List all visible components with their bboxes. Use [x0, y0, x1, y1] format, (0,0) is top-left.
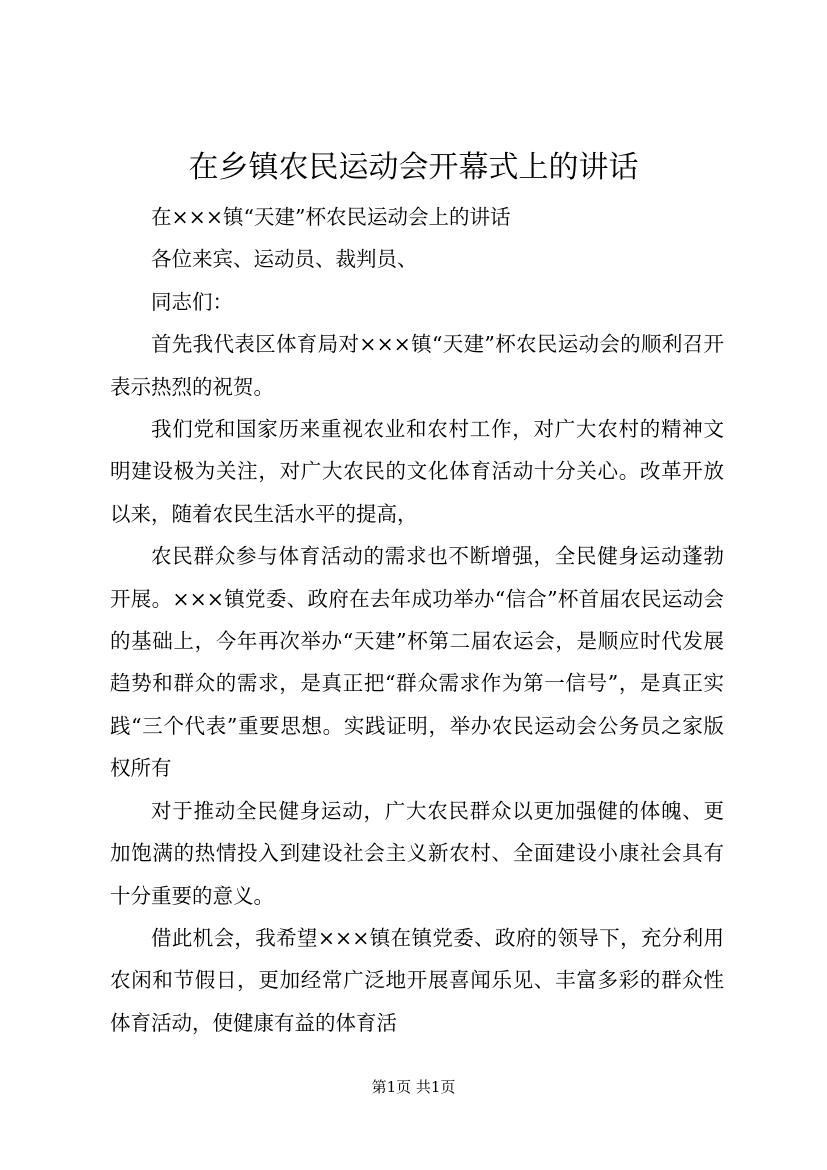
paragraph-hope: 借此机会，我希望×××镇在镇党委、政府的领导下，充分利用农闲和节假日，更加经常广泛地开展喜闻乐见、丰富多彩的群众性体育活动，使健康有益的体育活 — [110, 925, 724, 1035]
paragraph-subtitle: 在×××镇“天建”杯农民运动会上的讲话 — [151, 205, 511, 229]
paragraph-development: 农民群众参与体育活动的需求也不断增强，全民健身运动蓬勃开展。×××镇党委、政府在去年成功举办“信合”杯首届农民运动会的基础上，今年再次举办“天建”杯第二届农运会，是顺应时代发展趋势和群众的需求，是真正把“群众需求作为第一信号”，是真正实践“三个代表”重要思想。实践证明，举办农民运动会公务员之家版权所有 — [110, 544, 724, 781]
document-body — [110, 196, 724, 1044]
paragraph-salutation-2: 同志们： — [151, 289, 233, 314]
paragraph-significance: 对于推动全民健身运动，广大农民群众以更加强健的体魄、更加饱满的热情投入到建设社会主义新农村、全面建设小康社会具有十分重要的意义。 — [110, 798, 724, 908]
page-number-footer: 第1页 共1页 — [371, 1078, 456, 1096]
paragraph-congratulations: 首先我代表区体育局对×××镇“天建”杯农民运动会的顺利召开表示热烈的祝贺。 — [110, 332, 724, 399]
document-title: 在乡镇农民运动会开幕式上的讲话 — [188, 150, 639, 185]
paragraph-salutation: 各位来宾、运动员、裁判员、 — [151, 247, 418, 272]
paragraph-background: 我们党和国家历来重视农业和农村工作，对广大农村的精神文明建设极为关注，对广大农民的文化体育活动十分关心。改革开放以来，随着农民生活水平的提高， — [110, 417, 724, 526]
